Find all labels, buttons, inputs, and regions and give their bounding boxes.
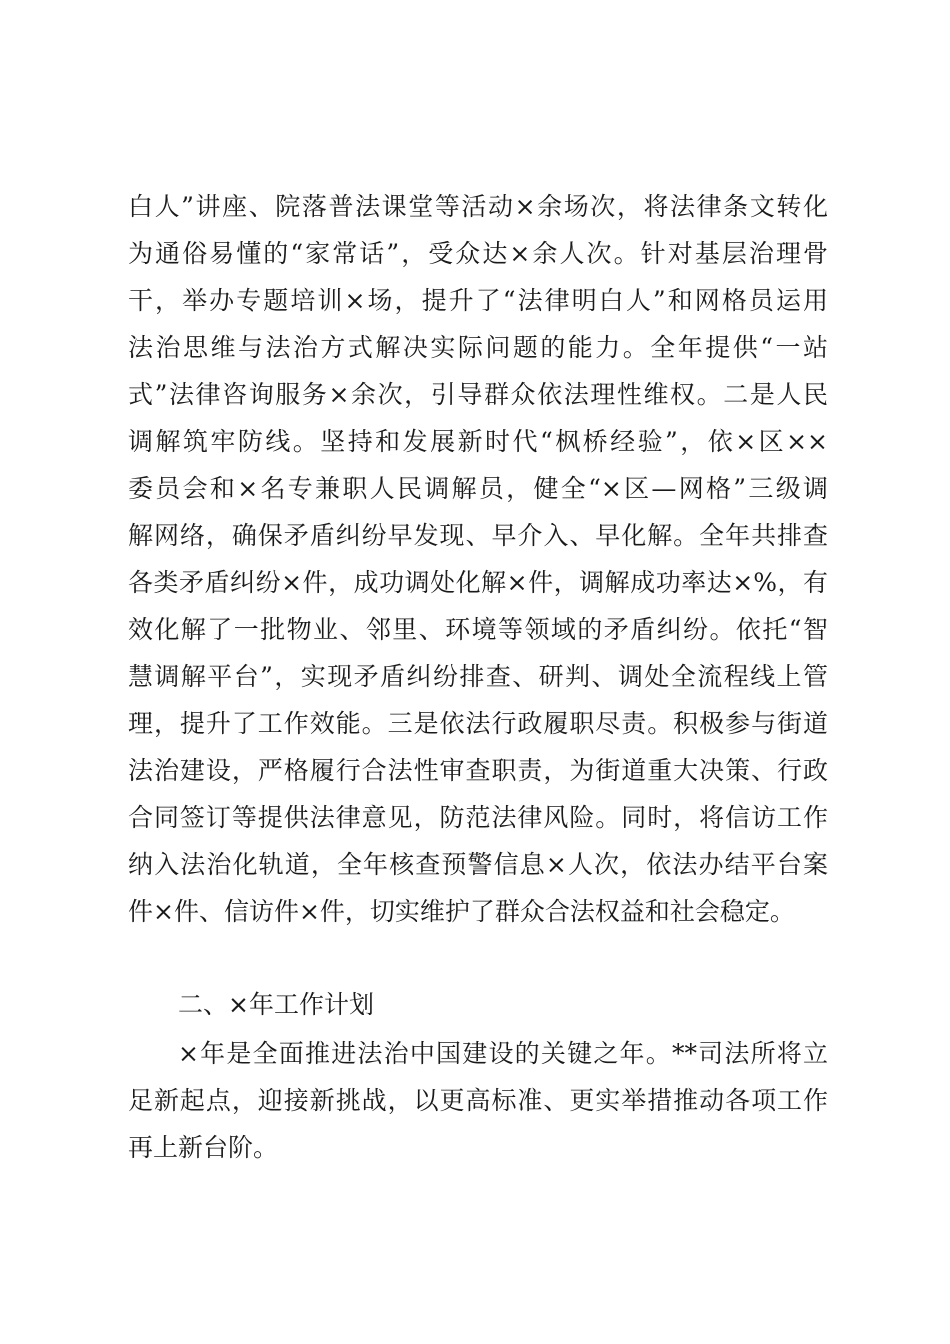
text-line: 法治思维与法治方式解决实际问题的能力。全年提供“一站 (128, 333, 828, 362)
paragraph-work-summary (128, 183, 828, 935)
text-line: 纳入法治化轨道，全年核查预警信息×人次，依法办结平台案 (128, 850, 828, 879)
text-line: 再上新台阶。 (128, 1133, 279, 1162)
text-line: 式”法律咨询服务×余次，引导群众依法理性维权。二是人民 (128, 380, 828, 409)
text-line: 白人”讲座、院落普法课堂等活动×余场次，将法律条文转化 (128, 192, 828, 221)
text-line: 解网络，确保矛盾纠纷早发现、早介入、早化解。全年共排查 (128, 521, 828, 550)
text-line: 件×件、信访件×件，切实维护了群众合法权益和社会稳定。 (128, 897, 795, 926)
text-line: ×年是全面推进法治中国建设的关键之年。**司法所将立 (178, 1039, 828, 1068)
text-line: 效化解了一批物业、邻里、环境等领域的矛盾纠纷。依托“智 (128, 615, 828, 644)
text-line: 委员会和×名专兼职人民调解员，健全“×区—网格”三级调 (128, 474, 828, 503)
text-line: 理，提升了工作效能。三是依法行政履职尽责。积极参与街道 (128, 709, 828, 738)
paragraph-work-plan (128, 1030, 828, 1171)
text-line: 调解筑牢防线。坚持和发展新时代“枫桥经验”，依×区×× (128, 427, 828, 456)
text-line: 法治建设，严格履行合法性审查职责，为街道重大决策、行政 (128, 756, 828, 785)
section-heading: 二、×年工作计划 (178, 990, 374, 1019)
text-line: 各类矛盾纠纷×件，成功调处化解×件，调解成功率达×%，有 (128, 568, 828, 597)
text-line: 干，举办专题培训×场，提升了“法律明白人”和网格员运用 (128, 286, 828, 315)
text-line: 为通俗易懂的“家常话”，受众达×余人次。针对基层治理骨 (128, 239, 828, 268)
text-line: 足新起点，迎接新挑战，以更高标准、更实举措推动各项工作 (128, 1086, 828, 1115)
text-line: 慧调解平台”，实现矛盾纠纷排查、研判、调处全流程线上管 (128, 662, 828, 691)
text-line: 合同签订等提供法律意见，防范法律风险。同时，将信访工作 (128, 803, 828, 832)
